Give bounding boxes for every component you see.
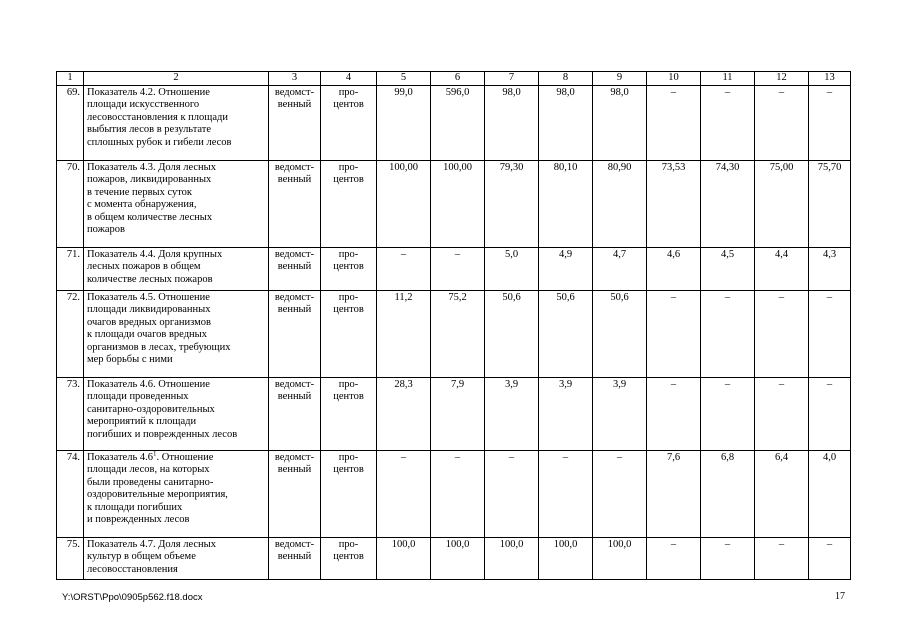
value-cell-col-9: 80,90 xyxy=(593,160,647,247)
column-header-1: 1 xyxy=(57,72,84,86)
column-header-6: 6 xyxy=(431,72,485,86)
data-source: ведомст- венный xyxy=(269,160,321,247)
indicators-table xyxy=(56,71,851,580)
value-cell-col-10: – xyxy=(647,377,701,450)
value-cell-col-10: – xyxy=(647,85,701,160)
table-row xyxy=(57,85,851,160)
value-cell-col-7: – xyxy=(485,450,539,537)
value-cell-col-13: 4,3 xyxy=(809,247,851,290)
data-source: ведомст- венный xyxy=(269,247,321,290)
value-cell-col-10: 7,6 xyxy=(647,450,701,537)
value-cell-col-5: 100,0 xyxy=(377,537,431,579)
value-cell-col-9: 50,6 xyxy=(593,290,647,377)
value-cell-col-13: – xyxy=(809,377,851,450)
footer-file-path: Y:\ORST\Ppo\0905p562.f18.docx xyxy=(62,592,203,603)
row-number: 73. xyxy=(57,377,84,450)
indicator-name: Показатель 4.7. Доля лесных культур в общем объеме лесовосстановления xyxy=(84,537,269,579)
value-cell-col-9: 3,9 xyxy=(593,377,647,450)
column-header-11: 11 xyxy=(701,72,755,86)
value-cell-col-10: – xyxy=(647,537,701,579)
value-cell-col-9: 98,0 xyxy=(593,85,647,160)
unit-of-measure: про- центов xyxy=(321,377,377,450)
table-row xyxy=(57,377,851,450)
row-number: 70. xyxy=(57,160,84,247)
value-cell-col-12: – xyxy=(755,537,809,579)
value-cell-col-13: – xyxy=(809,290,851,377)
value-cell-col-8: 98,0 xyxy=(539,85,593,160)
column-header-13: 13 xyxy=(809,72,851,86)
value-cell-col-5: 99,0 xyxy=(377,85,431,160)
value-cell-col-11: 74,30 xyxy=(701,160,755,247)
table-header-row xyxy=(57,72,851,86)
data-source: ведомст- венный xyxy=(269,290,321,377)
value-cell-col-7: 50,6 xyxy=(485,290,539,377)
value-cell-col-7: 100,0 xyxy=(485,537,539,579)
unit-of-measure: про- центов xyxy=(321,450,377,537)
value-cell-col-11: – xyxy=(701,537,755,579)
column-header-5: 5 xyxy=(377,72,431,86)
value-cell-col-8: 4,9 xyxy=(539,247,593,290)
row-number: 75. xyxy=(57,537,84,579)
row-number: 71. xyxy=(57,247,84,290)
table-row xyxy=(57,247,851,290)
value-cell-col-11: 6,8 xyxy=(701,450,755,537)
value-cell-col-6: 75,2 xyxy=(431,290,485,377)
value-cell-col-12: – xyxy=(755,290,809,377)
value-cell-col-12: 4,4 xyxy=(755,247,809,290)
value-cell-col-13: 75,70 xyxy=(809,160,851,247)
value-cell-col-7: 3,9 xyxy=(485,377,539,450)
unit-of-measure: про- центов xyxy=(321,290,377,377)
value-cell-col-10: 73,53 xyxy=(647,160,701,247)
row-number: 72. xyxy=(57,290,84,377)
value-cell-col-12: 6,4 xyxy=(755,450,809,537)
table-row xyxy=(57,290,851,377)
value-cell-col-5: 28,3 xyxy=(377,377,431,450)
value-cell-col-10: 4,6 xyxy=(647,247,701,290)
data-source: ведомст- венный xyxy=(269,377,321,450)
value-cell-col-5: 100,00 xyxy=(377,160,431,247)
indicator-name: Показатель 4.4. Доля крупных лесных пожаров в общем количестве лесных пожаров xyxy=(84,247,269,290)
value-cell-col-5: 11,2 xyxy=(377,290,431,377)
column-header-10: 10 xyxy=(647,72,701,86)
value-cell-col-8: – xyxy=(539,450,593,537)
value-cell-col-6: 100,0 xyxy=(431,537,485,579)
indicator-name: Показатель 4.5. Отношение площади ликвидированных очагов вредных организмов к площади очагов вредных организмов в лесах, требующих мер борьбы с ними xyxy=(84,290,269,377)
value-cell-col-9: – xyxy=(593,450,647,537)
value-cell-col-13: – xyxy=(809,537,851,579)
value-cell-col-7: 98,0 xyxy=(485,85,539,160)
unit-of-measure: про- центов xyxy=(321,85,377,160)
value-cell-col-13: – xyxy=(809,85,851,160)
value-cell-col-6: – xyxy=(431,450,485,537)
row-number: 74. xyxy=(57,450,84,537)
column-header-3: 3 xyxy=(269,72,321,86)
column-header-4: 4 xyxy=(321,72,377,86)
value-cell-col-7: 79,30 xyxy=(485,160,539,247)
indicator-name: Показатель 4.2. Отношение площади искусственного лесовосстановления к площади выбытия лесов в результате сплошных рубок и гибели лесов xyxy=(84,85,269,160)
data-source: ведомст- венный xyxy=(269,537,321,579)
value-cell-col-11: – xyxy=(701,377,755,450)
value-cell-col-5: – xyxy=(377,450,431,537)
indicator-name: Показатель $4.6^1$. Отношение площади лесов, на которых были проведены санитарно- оздоровительные мероприятия, к площади погибших и поврежденных лесов xyxy=(84,450,269,537)
table-body xyxy=(57,85,851,579)
value-cell-col-9: 100,0 xyxy=(593,537,647,579)
data-source: ведомст- венный xyxy=(269,85,321,160)
value-cell-col-12: – xyxy=(755,377,809,450)
value-cell-col-11: – xyxy=(701,85,755,160)
table-row xyxy=(57,537,851,579)
value-cell-col-11: 4,5 xyxy=(701,247,755,290)
value-cell-col-12: – xyxy=(755,85,809,160)
column-header-8: 8 xyxy=(539,72,593,86)
value-cell-col-7: 5,0 xyxy=(485,247,539,290)
value-cell-col-6: – xyxy=(431,247,485,290)
value-cell-col-8: 100,0 xyxy=(539,537,593,579)
value-cell-col-8: 50,6 xyxy=(539,290,593,377)
value-cell-col-8: 3,9 xyxy=(539,377,593,450)
value-cell-col-8: 80,10 xyxy=(539,160,593,247)
value-cell-col-13: 4,0 xyxy=(809,450,851,537)
table-row xyxy=(57,160,851,247)
row-number: 69. xyxy=(57,85,84,160)
value-cell-col-6: 596,0 xyxy=(431,85,485,160)
unit-of-measure: про- центов xyxy=(321,537,377,579)
value-cell-col-12: 75,00 xyxy=(755,160,809,247)
column-header-12: 12 xyxy=(755,72,809,86)
value-cell-col-5: – xyxy=(377,247,431,290)
unit-of-measure: про- центов xyxy=(321,160,377,247)
data-source: ведомст- венный xyxy=(269,450,321,537)
value-cell-col-6: 100,00 xyxy=(431,160,485,247)
unit-of-measure: про- центов xyxy=(321,247,377,290)
table-row xyxy=(57,450,851,537)
page-number: 17 xyxy=(835,591,845,602)
indicator-name: Показатель 4.3. Доля лесных пожаров, ликвидированных в течение первых суток с момента обнаружения, в общем количестве лесных пожаров xyxy=(84,160,269,247)
column-header-9: 9 xyxy=(593,72,647,86)
value-cell-col-9: 4,7 xyxy=(593,247,647,290)
value-cell-col-6: 7,9 xyxy=(431,377,485,450)
value-cell-col-10: – xyxy=(647,290,701,377)
indicator-name: Показатель 4.6. Отношение площади проведенных санитарно-оздоровительных мероприятий к площади погибших и поврежденных лесов xyxy=(84,377,269,450)
value-cell-col-11: – xyxy=(701,290,755,377)
column-header-7: 7 xyxy=(485,72,539,86)
column-header-2: 2 xyxy=(84,72,269,86)
